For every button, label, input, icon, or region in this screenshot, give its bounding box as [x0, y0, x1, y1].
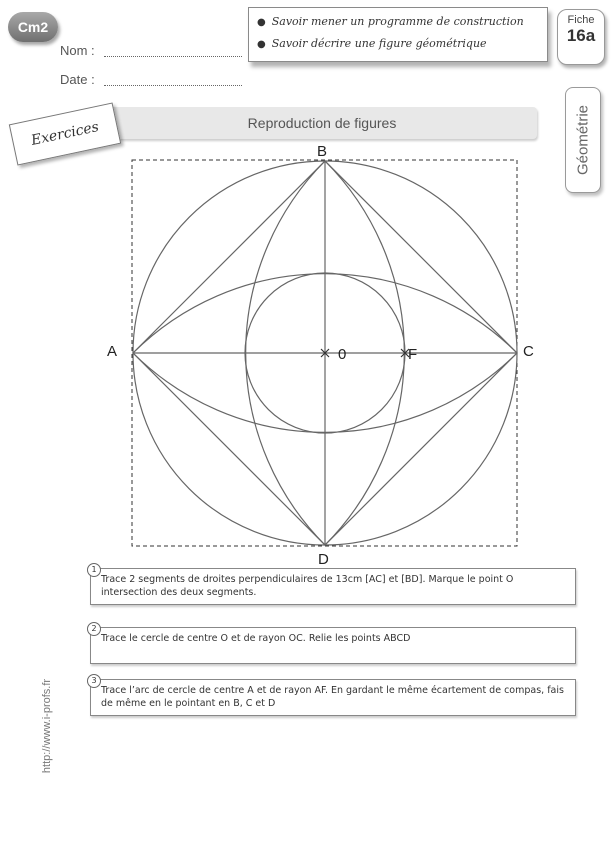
instruction-text: Trace l’arc de cercle de centre A et de rayon AF. En gardant le même écartement de compas, fais de même en le pointant en B, C et D: [101, 685, 564, 709]
name-field[interactable]: [104, 56, 242, 57]
level-badge: Cm2: [8, 12, 58, 42]
objective-item: ● Savoir décrire une figure géométrique: [257, 37, 487, 50]
label-o: 0: [338, 346, 347, 363]
label-c: C: [523, 343, 534, 360]
subject-tab: [565, 87, 601, 193]
label-d: D: [318, 551, 329, 568]
date-label: Date :: [60, 72, 95, 87]
instruction-text: Trace le cercle de centre O et de rayon OC. Relie les points ABCD: [101, 633, 411, 644]
fiche-label: Fiche: [567, 14, 595, 26]
step-number: 1: [87, 563, 101, 577]
footer-url: http://www.i-profs.fr: [41, 678, 53, 774]
name-label: Nom :: [60, 43, 95, 58]
section-title: Reproduction de figures: [107, 107, 537, 139]
step-number: 2: [87, 622, 101, 636]
label-b: B: [317, 143, 328, 160]
bullet-icon: ●: [257, 17, 266, 28]
instruction-2: [90, 624, 576, 664]
fiche-number: 16a: [566, 26, 596, 45]
bullet-icon: ●: [257, 39, 266, 50]
step-number: 3: [87, 674, 101, 688]
instruction-3: [90, 676, 576, 716]
label-f: F: [408, 346, 418, 363]
objectives-box: [248, 7, 548, 62]
label-a: A: [107, 343, 118, 360]
instruction-1: [90, 565, 576, 605]
instruction-text: Trace 2 segments de droites perpendiculaires de 13cm [AC] et [BD]. Marque le point O intersection des deux segments.: [101, 574, 514, 598]
objective-item: ● Savoir mener un programme de construction: [257, 15, 524, 28]
fiche-tag: [557, 9, 605, 65]
date-field[interactable]: [104, 85, 242, 86]
exercise-tag: Exercices: [9, 102, 121, 165]
geometry-figure: [100, 140, 550, 570]
subject-label: Géométrie: [574, 104, 592, 176]
